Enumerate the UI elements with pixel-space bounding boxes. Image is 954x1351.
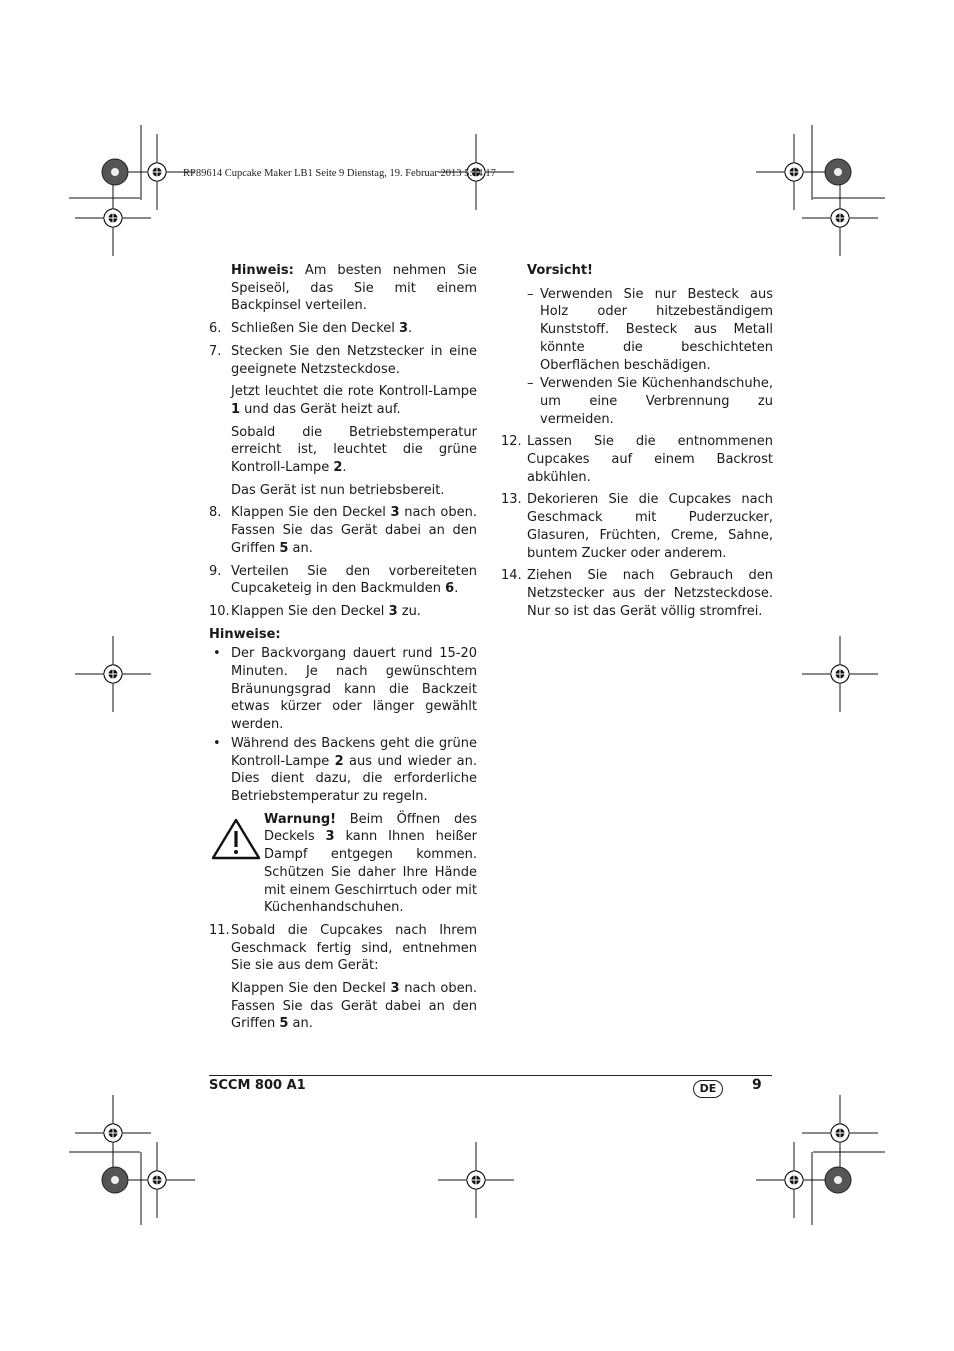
step-14: 14. Ziehen Sie nach Gebrauch den Netzstecker aus der Netzsteckdose. Nur so ist das Gerät völlig stromfrei. xyxy=(501,568,773,619)
step-7-para-2: Sobald die Betriebstemperatur erreicht ist, leuchtet die grüne Kontroll-Lampe 2. xyxy=(231,424,477,476)
step-7-para-3: Das Gerät ist nun betriebsbereit. xyxy=(231,482,445,498)
step-8: 8. Klappen Sie den Deckel 3 nach oben. Fassen Sie das Gerät dabei an den Griffen 5 an. xyxy=(209,505,477,556)
hint-label: Hinweis: xyxy=(231,263,294,278)
hints-heading: Hinweise: xyxy=(209,626,281,642)
footer-rule xyxy=(209,1075,772,1076)
step-7: 7. Stecken Sie den Netzstecker in eine geeignete Netzsteckdose. xyxy=(209,343,477,377)
right-column xyxy=(501,262,773,625)
warning-block: Warnung! Beim Öffnen des Deckels 3 kann Ihnen heißer Dampf entgegen kommen. Schützen Sie daher Ihre Hände mit einem Geschirrtuch oder mit Küchenhandschuhen. xyxy=(209,811,477,917)
print-slug: RP89614 Cupcake Maker LB1 Seite 9 Dienstag, 19. Februar 2013 5:34 17 xyxy=(183,168,496,179)
step-11: 11. Sobald die Cupcakes nach Ihrem Geschmack fertig sind, entnehmen Sie sie aus dem Gerät: xyxy=(209,922,477,974)
hint-paragraph: Hinweis: Am besten nehmen Sie Speiseöl, das Sie mit einem Backpinsel verteilen. xyxy=(231,263,477,314)
warning-label: Warnung! xyxy=(264,811,337,827)
page-number: 9 xyxy=(752,1077,762,1093)
step-9: 9. Verteilen Sie den vorbereiteten Cupcaketeig in den Backmulden 6. xyxy=(209,563,477,597)
step-11-para: Klappen Sie den Deckel 3 nach oben. Fassen Sie das Gerät dabei an den Griffen 5 an. xyxy=(231,981,477,1032)
step-10: 10. Klappen Sie den Deckel 3 zu. xyxy=(209,603,421,619)
caution-heading: Vorsicht! xyxy=(527,263,593,278)
warning-triangle-icon xyxy=(211,817,261,861)
step-6: 6. Schließen Sie den Deckel 3. xyxy=(209,321,413,337)
footer-model: SCCM 800 A1 xyxy=(209,1078,306,1093)
hint-bullet-1: • Der Backvorgang dauert rund 15-20 Minuten. Je nach gewünschtem Bräunungsgrad kann die Backzeit etwas kürzer oder länger gewählt werden. xyxy=(213,646,477,733)
step-12: 12. Lassen Sie die entnommenen Cupcakes auf einem Backrost abkühlen. xyxy=(501,434,773,485)
hint-bullet-2: • Während des Backens geht die grüne Kontroll-Lampe 2 aus und wieder an. Dies dient dazu, die erforderliche Betriebstemperatur zu regeln. xyxy=(213,735,477,804)
language-badge: DE xyxy=(693,1080,723,1098)
caution-dash-1: – Verwenden Sie nur Besteck aus Holz oder hitzebeständigem Kunststoff. Besteck aus Metall könnte die beschichteten Oberflächen beschädigen. xyxy=(527,286,773,373)
step-13: 13. Dekorieren Sie die Cupcakes nach Geschmack mit Puderzucker, Glasuren, Früchten, Creme, Sahne, buntem Zucker oder anderem. xyxy=(501,492,773,561)
caution-dash-2: – Verwenden Sie Küchenhandschuhe, um eine Verbrennung zu vermeiden. xyxy=(527,376,773,427)
step-7-para-1: Jetzt leuchtet die rote Kontroll-Lampe 1 und das Gerät heizt auf. xyxy=(231,384,477,417)
left-column xyxy=(209,262,477,1038)
